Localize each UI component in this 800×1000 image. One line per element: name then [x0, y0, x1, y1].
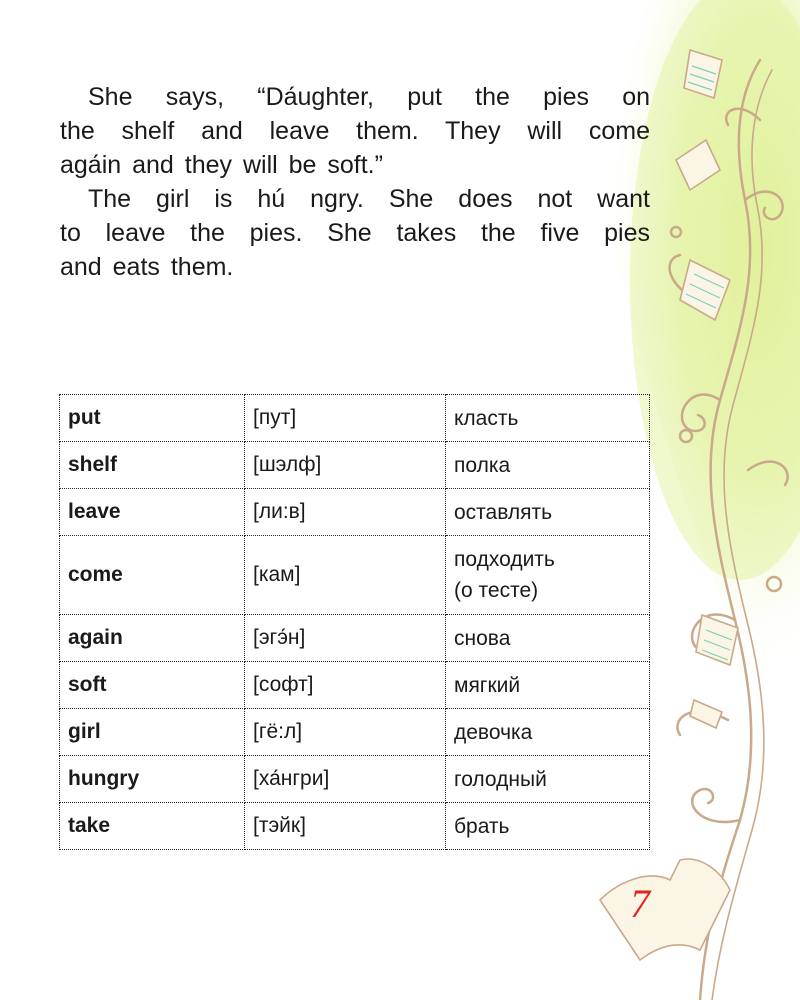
- vocab-transcription: [софт]: [245, 662, 446, 709]
- story-line: the shelf and leave them. They will come: [60, 117, 650, 145]
- vocab-word: take: [60, 803, 245, 850]
- table-row: [60, 662, 650, 709]
- vocab-translation-line: (о тесте): [454, 579, 539, 602]
- story-line: and eats them.: [60, 253, 234, 281]
- vocab-translation: [446, 536, 650, 615]
- vocab-word: leave: [60, 489, 245, 536]
- table-row: [60, 536, 650, 615]
- story-line: She says, “Dа́ughter, put the pies on: [88, 83, 650, 111]
- page-number: 7: [630, 881, 650, 926]
- vocab-word: soft: [60, 662, 245, 709]
- story-line: to leave the pies. She takes the five pies: [60, 219, 650, 247]
- vocab-word: again: [60, 615, 245, 662]
- table-row: [60, 489, 650, 536]
- vocab-transcription: [тэйк]: [245, 803, 446, 850]
- vocab-word: hungry: [60, 756, 245, 803]
- vocab-translation: голодный: [446, 756, 650, 803]
- story-paragraph-1: [60, 80, 650, 182]
- vocab-translation: класть: [446, 395, 650, 442]
- vocab-translation: оставлять: [446, 489, 650, 536]
- story-line: agа́in and they will be soft.”: [60, 151, 383, 179]
- vocabulary-table: [59, 394, 650, 850]
- vocab-translation: снова: [446, 615, 650, 662]
- vocab-transcription: [ли:в]: [245, 489, 446, 536]
- table-row: [60, 395, 650, 442]
- vocab-transcription: [эгэ́н]: [245, 615, 446, 662]
- vocab-transcription: [шэлф]: [245, 442, 446, 489]
- table-row: [60, 442, 650, 489]
- vocab-translation: брать: [446, 803, 650, 850]
- story-line: The girl is hú ngry. She does not want: [88, 185, 650, 213]
- vocab-translation: девочка: [446, 709, 650, 756]
- vocab-word: come: [60, 536, 245, 615]
- table-row: [60, 803, 650, 850]
- table-row: [60, 709, 650, 756]
- vocab-transcription: [кам]: [245, 536, 446, 615]
- table-row: [60, 615, 650, 662]
- vocab-word: put: [60, 395, 245, 442]
- vocab-translation: полка: [446, 442, 650, 489]
- vocab-translation-line: подходить: [454, 548, 555, 571]
- vocab-transcription: [пут]: [245, 395, 446, 442]
- vocab-word: shelf: [60, 442, 245, 489]
- vocab-transcription: [гё:л]: [245, 709, 446, 756]
- table-row: [60, 756, 650, 803]
- story-paragraph-2: [60, 182, 650, 284]
- vocab-translation: мягкий: [446, 662, 650, 709]
- vocab-word: girl: [60, 709, 245, 756]
- vocab-transcription: [ха́нгри]: [245, 756, 446, 803]
